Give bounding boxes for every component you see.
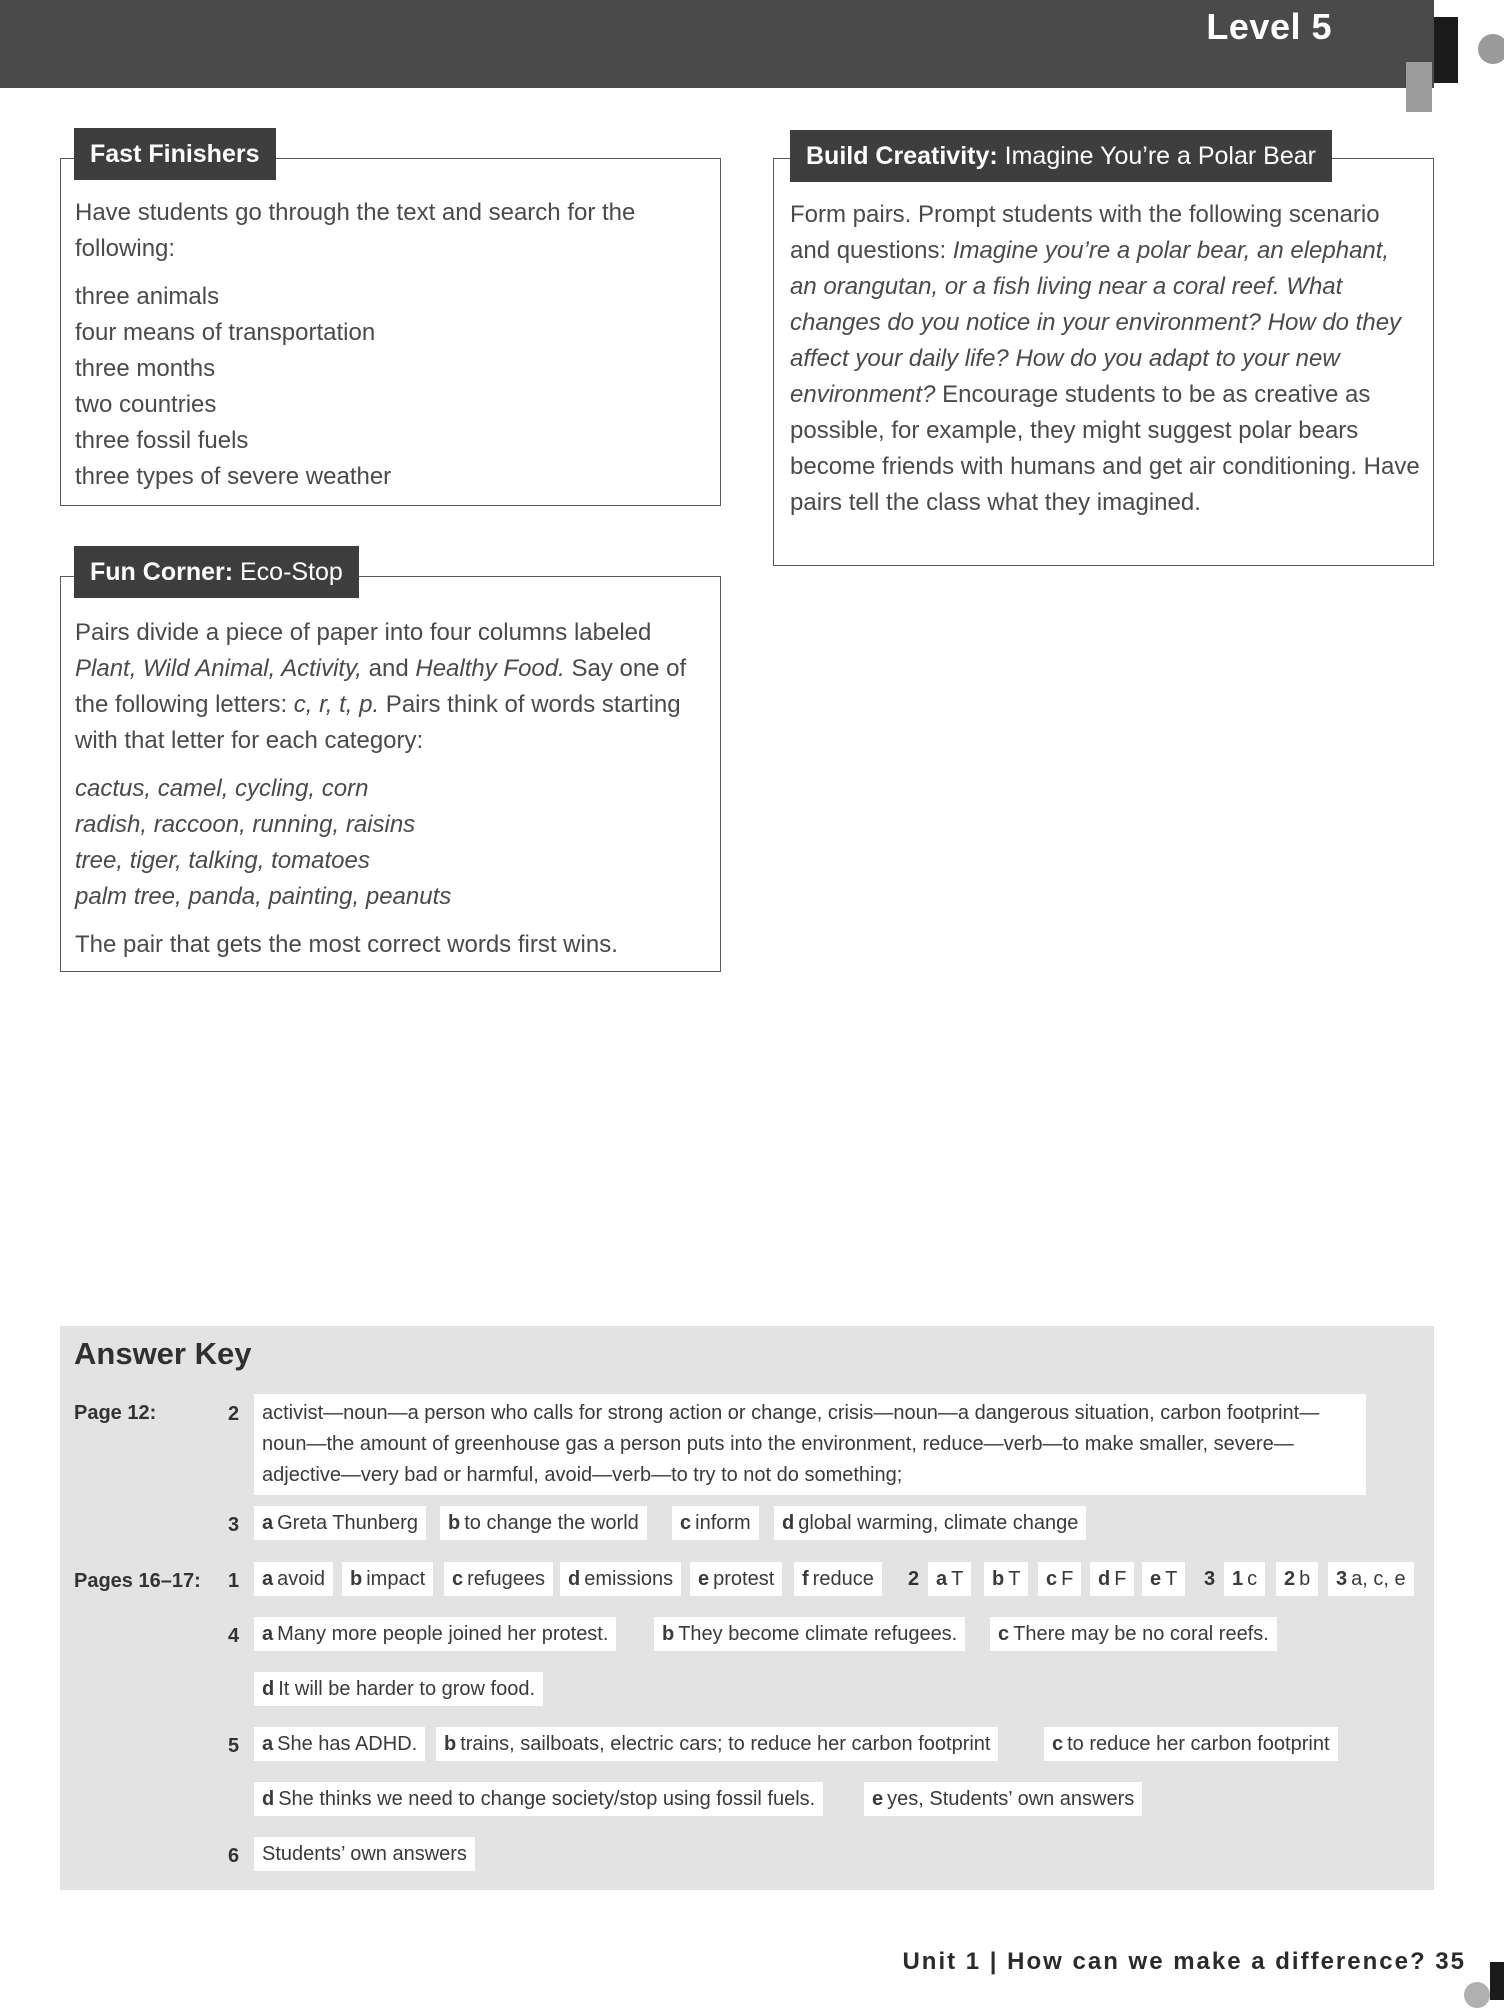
side-dot-decoration: [1478, 34, 1504, 64]
build-creativity-title: [790, 130, 1332, 182]
answer-chip: c inform: [672, 1506, 759, 1540]
build-creativity-text: Form pairs. Prompt students with the following scenario and questions: Imagine you’re a polar bear, an elephant, an orangutan, or a fish living near a coral reef. What changes do you notice in your environment? How do they affect your daily life? How do you adapt to your new environment? Encourage students to be as creative as possible, for example, they might suggest polar bears become friends with humans and get air conditioning. Have pairs tell the class what they imagined.: [790, 201, 1420, 516]
question-number: 5: [228, 1735, 240, 1757]
fast-finishers-title-text: Fast Finishers: [90, 140, 260, 168]
fast-finishers-box: [60, 158, 721, 506]
answer-chip: e protest: [690, 1562, 782, 1596]
answer-chip: a avoid: [254, 1562, 333, 1596]
list-item: three fossil fuels: [75, 427, 249, 454]
question-number: 2: [228, 1403, 240, 1425]
answer-chip: a Greta Thunberg: [254, 1506, 426, 1540]
answer-chip: 3 a, c, e: [1328, 1562, 1414, 1596]
question-number: 2: [908, 1568, 920, 1590]
level-label: Level 5: [1206, 6, 1332, 47]
list-item: cactus, camel, cycling, corn: [75, 775, 369, 802]
answer-chip: c F: [1038, 1562, 1081, 1596]
build-creativity-box: [773, 158, 1434, 566]
question-number: 1: [228, 1570, 240, 1592]
answer-chip: f reduce: [794, 1562, 882, 1596]
answer-chip: d global warming, climate change: [774, 1506, 1086, 1540]
corner-bar-decoration: [1490, 1962, 1504, 2000]
answer-key-title: Answer Key: [74, 1336, 252, 1371]
answer-chip: a T: [928, 1562, 971, 1596]
list-item: palm tree, panda, painting, peanuts: [75, 883, 452, 910]
list-item: tree, tiger, talking, tomatoes: [75, 847, 370, 874]
answer-key-panel: [60, 1326, 1434, 1890]
answer-chip: c to reduce her carbon footprint: [1044, 1727, 1338, 1761]
fun-corner-title-bold: Fun Corner:: [90, 558, 234, 586]
answer-chip: e T: [1142, 1562, 1185, 1596]
answer-chip: c There may be no coral reefs.: [990, 1617, 1277, 1651]
question-number: 6: [228, 1845, 240, 1867]
answer-chip: a Many more people joined her protest.: [254, 1617, 616, 1651]
page-tab-marker: [1434, 17, 1458, 83]
fun-corner-box: [60, 576, 721, 972]
question-number: 4: [228, 1625, 240, 1647]
answer-chip: b impact: [342, 1562, 433, 1596]
page-12-label: Page 12:: [74, 1402, 157, 1424]
corner-dot-decoration: [1464, 1982, 1490, 2008]
question-number: 3: [1204, 1568, 1216, 1590]
build-creativity-title-rest: Imagine You’re a Polar Bear: [997, 142, 1316, 170]
answer-chip: c refugees: [444, 1562, 553, 1596]
answer-chip: e yes, Students’ own answers: [864, 1782, 1142, 1816]
page-footer: Unit 1 | How can we make a difference? 35: [902, 1948, 1466, 1975]
answer-chip: 2 b: [1276, 1562, 1318, 1596]
answer-chip: a She has ADHD.: [254, 1727, 425, 1761]
list-item: three months: [75, 355, 216, 382]
answer-chip: b They become climate refugees.: [654, 1617, 965, 1651]
answer-chip: d It will be harder to grow food.: [254, 1672, 543, 1706]
answer-chip: Students’ own answers: [254, 1837, 475, 1871]
answer-chip: b T: [984, 1562, 1028, 1596]
page-tab-accent: [1406, 62, 1432, 112]
list-item: two countries: [75, 391, 217, 418]
list-item: radish, raccoon, running, raisins: [75, 811, 416, 838]
fun-corner-instructions: Pairs divide a piece of paper into four columns labeled Plant, Wild Animal, Activity, and Healthy Food. Say one of the following letters: c, r, t, p. Pairs think of words starting with that letter for each category:: [75, 619, 687, 754]
answer-chip: 1 c: [1224, 1562, 1265, 1596]
build-creativity-title-bold: Build Creativity:: [806, 142, 998, 170]
answer-chip: d F: [1090, 1562, 1134, 1596]
fast-finishers-intro: Have students go through the text and search for the following:: [75, 199, 636, 262]
answer-chip: b to change the world: [440, 1506, 647, 1540]
fun-corner-title: [74, 546, 359, 598]
list-item: three animals: [75, 283, 220, 310]
list-item: three types of severe weather: [75, 463, 392, 490]
list-item: four means of transportation: [75, 319, 376, 346]
fun-corner-title-rest: Eco-Stop: [233, 558, 343, 586]
header-band: [0, 0, 1434, 88]
pages-16-17-label: Pages 16–17:: [74, 1570, 201, 1592]
fast-finishers-body: [75, 195, 695, 495]
fun-corner-body: [75, 615, 705, 963]
answer-chip: b trains, sailboats, electric cars; to reduce her carbon footprint: [436, 1727, 998, 1761]
question-number: 3: [228, 1514, 240, 1536]
answer-chip: d She thinks we need to change society/stop using fossil fuels.: [254, 1782, 823, 1816]
vocab-definitions: activist—noun—a person who calls for strong action or change, crisis—noun—a dangerous situation, carbon footprint—noun—the amount of greenhouse gas a person puts into the environment, reduce—verb—to make smaller, severe—adjective—very bad or harmful, avoid—verb—to try to not do something;: [254, 1394, 1366, 1495]
fun-corner-closing: The pair that gets the most correct words first wins.: [75, 931, 618, 958]
answer-chip: d emissions: [560, 1562, 681, 1596]
fast-finishers-title: [74, 128, 276, 180]
build-creativity-body: [790, 197, 1420, 521]
